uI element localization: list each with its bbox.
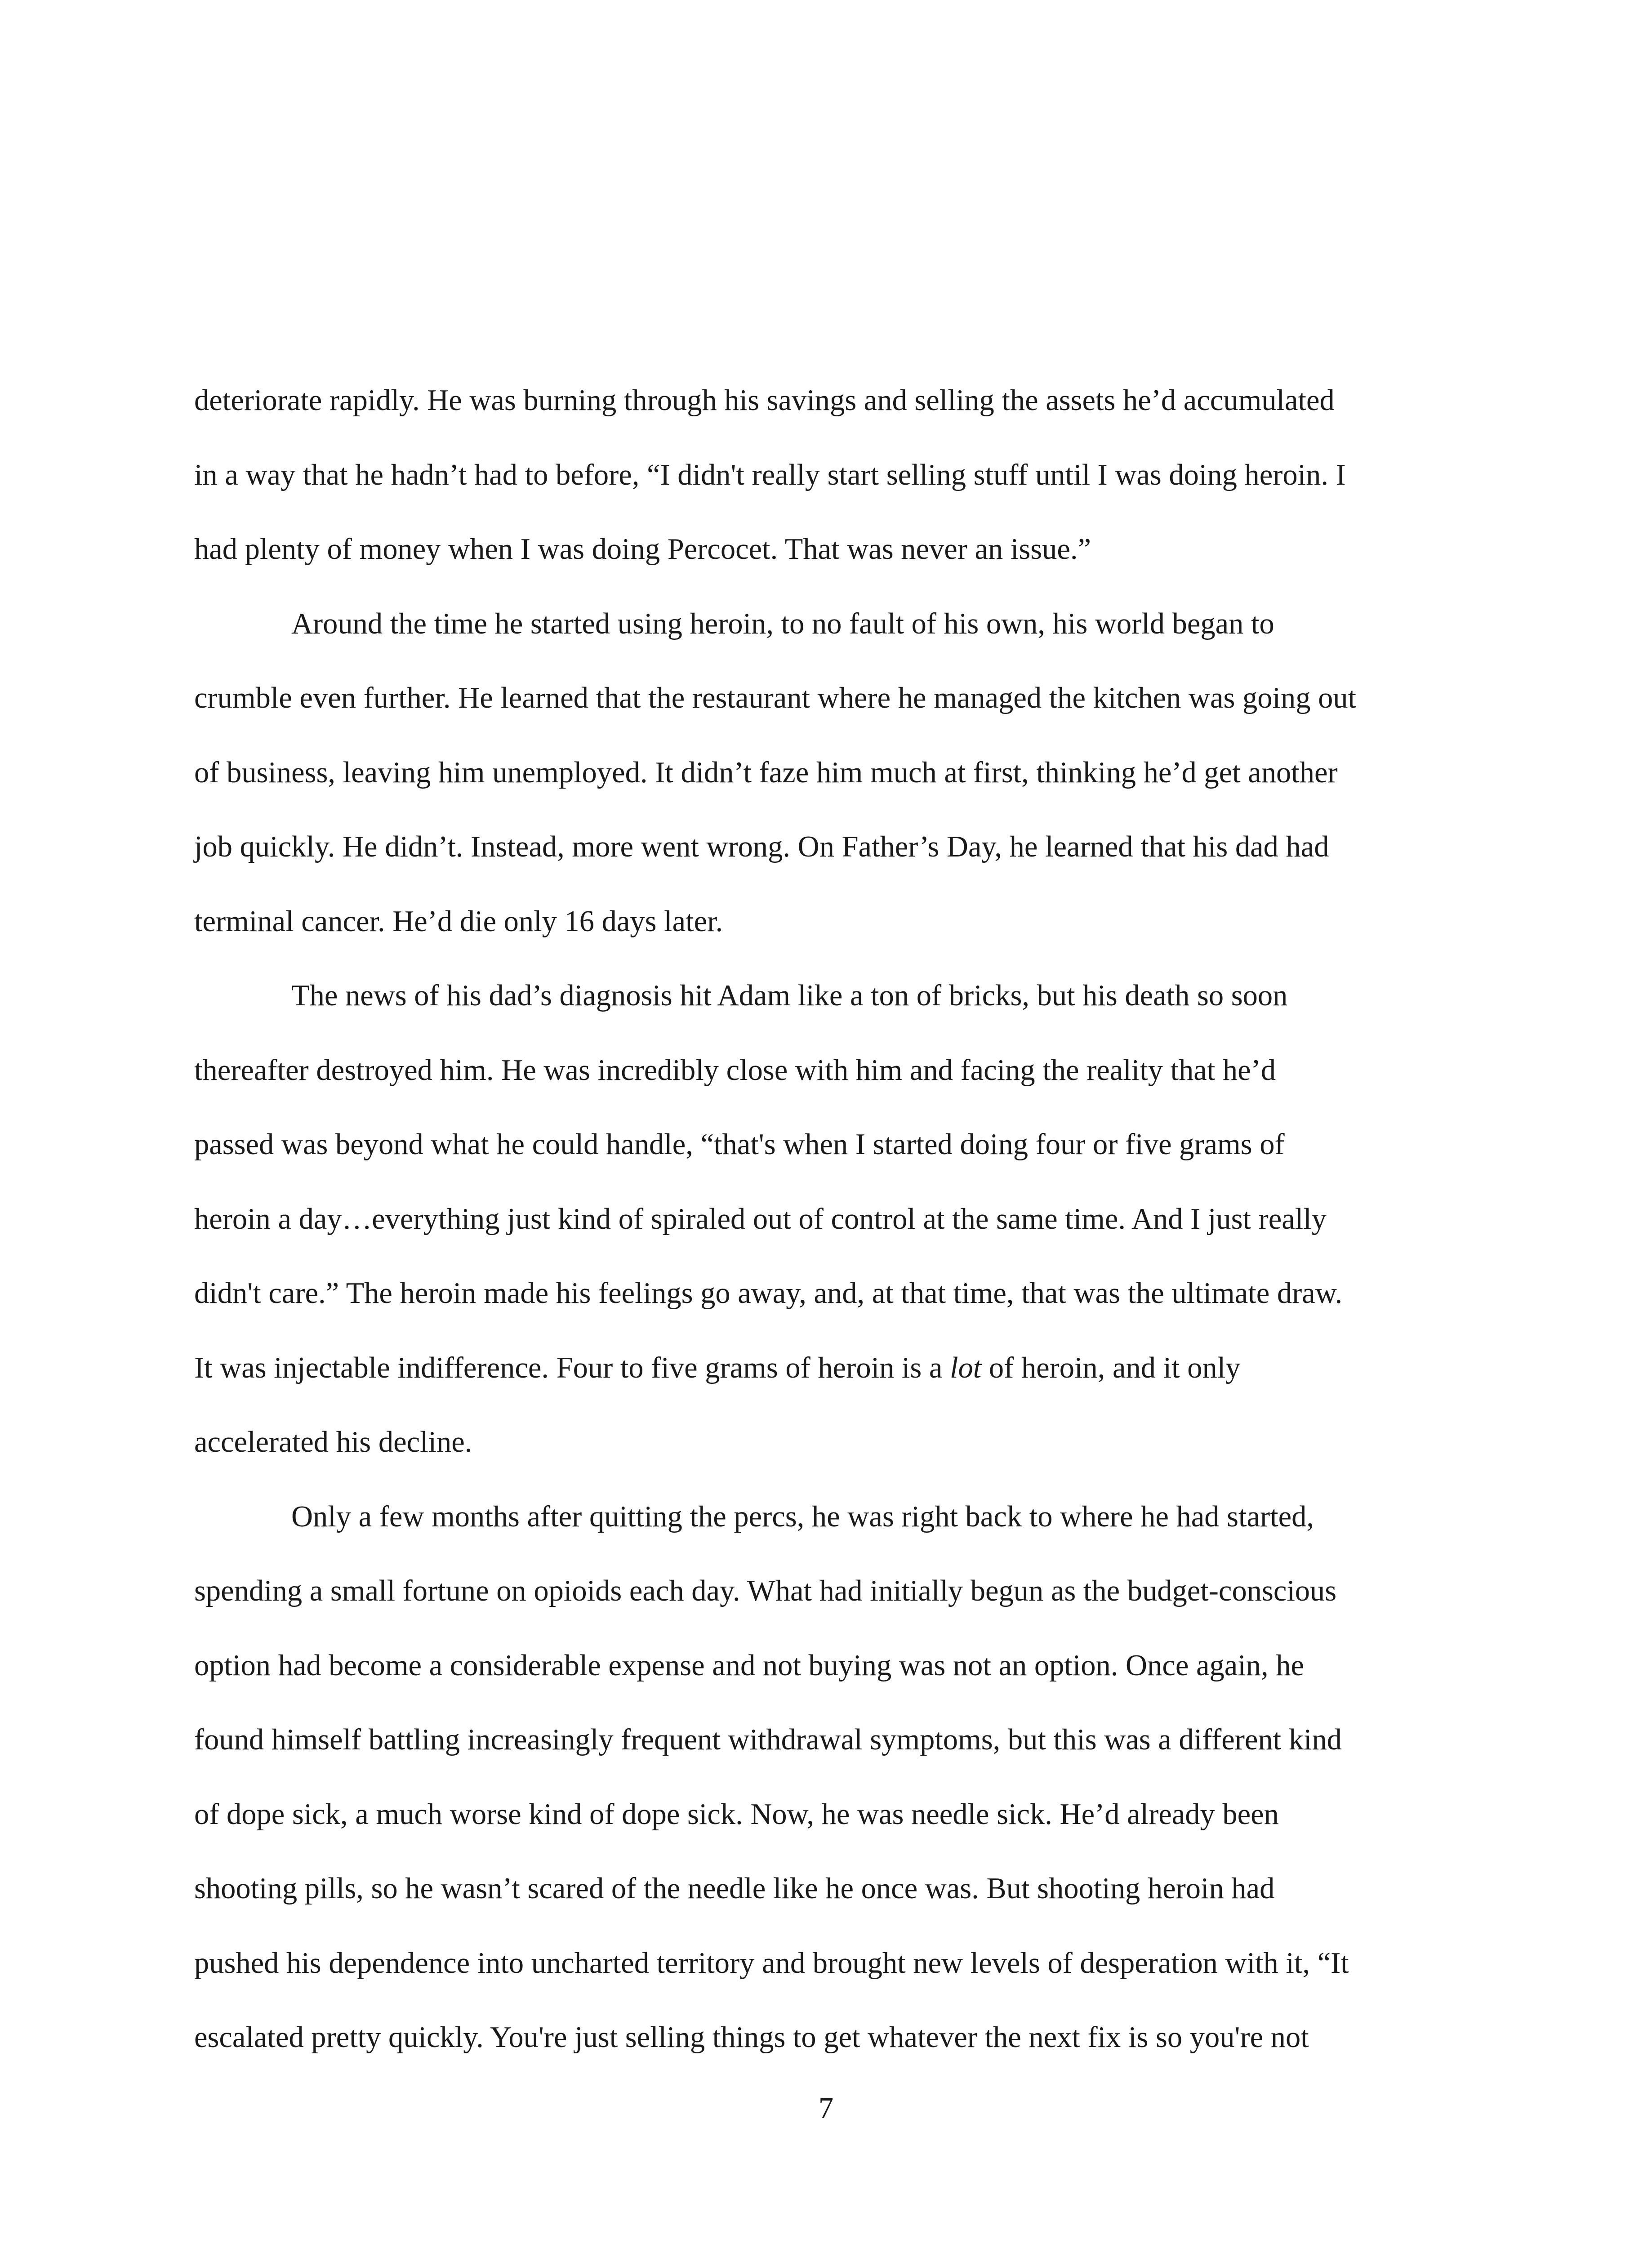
- text-line: job quickly. He didn’t. Instead, more went wrong. On Father’s Day, he learned that his dad had: [194, 830, 1329, 863]
- text-line: spending a small fortune on opioids each day. What had initially begun as the budget-conscious: [194, 1574, 1337, 1607]
- text-line: deteriorate rapidly. He was burning through his savings and selling the assets he’d accumulated: [194, 384, 1335, 417]
- body-text: [194, 363, 1457, 2075]
- text-line: The news of his dad’s diagnosis hit Adam like a ton of bricks, but his death so soon: [291, 979, 1288, 1012]
- text-segment: It was injectable indifference. Four to five grams of heroin is a: [194, 1351, 950, 1384]
- emphasis-word: lot: [950, 1351, 982, 1384]
- text-line: crumble even further. He learned that the restaurant where he managed the kitchen was going out: [194, 682, 1357, 714]
- paragraph-3: [194, 959, 1457, 1480]
- text-line: accelerated his decline.: [194, 1426, 472, 1459]
- text-line: had plenty of money when I was doing Percocet. That was never an issue.”: [194, 533, 1091, 566]
- text-line: of business, leaving him unemployed. It didn’t faze him much at first, thinking he’d get another: [194, 756, 1338, 789]
- text-line: didn't care.” The heroin made his feelings go away, and, at that time, that was the ultimate draw.: [194, 1277, 1343, 1310]
- text-segment: of heroin, and it only: [981, 1351, 1241, 1384]
- text-line: shooting pills, so he wasn’t scared of the needle like he once was. But shooting heroin had: [194, 1872, 1275, 1905]
- text-line: found himself battling increasingly frequent withdrawal symptoms, but this was a different kind: [194, 1723, 1342, 1756]
- text-line: escalated pretty quickly. You're just selling things to get whatever the next fix is so you're not: [194, 2021, 1309, 2054]
- text-line: of dope sick, a much worse kind of dope sick. Now, he was needle sick. He’d already been: [194, 1798, 1279, 1831]
- text-line: option had become a considerable expense and not buying was not an option. Once again, he: [194, 1649, 1305, 1682]
- text-line: in a way that he hadn’t had to before, “I didn't really start selling stuff until I was doing heroin. I: [194, 458, 1346, 491]
- text-line: pushed his dependence into uncharted territory and brought new levels of desperation with it, “It: [194, 1946, 1349, 1980]
- page-number: 7: [818, 2092, 834, 2125]
- paragraph-2: [194, 587, 1457, 959]
- paragraph-1: [194, 363, 1457, 587]
- text-line: Only a few months after quitting the percs, he was right back to where he had started,: [291, 1500, 1314, 1533]
- text-line: passed was beyond what he could handle, “that's when I started doing four or five grams of: [194, 1128, 1285, 1161]
- text-line: terminal cancer. He’d die only 16 days later.: [194, 905, 723, 938]
- text-line-with-emphasis: [194, 1331, 1457, 1405]
- text-line: Around the time he started using heroin, to no fault of his own, his world began to: [291, 607, 1274, 640]
- paragraph-4: [194, 1480, 1457, 2075]
- text-line: heroin a day…everything just kind of spiraled out of control at the same time. And I just really: [194, 1202, 1327, 1236]
- text-line: thereafter destroyed him. He was incredibly close with him and facing the reality that he’d: [194, 1053, 1276, 1087]
